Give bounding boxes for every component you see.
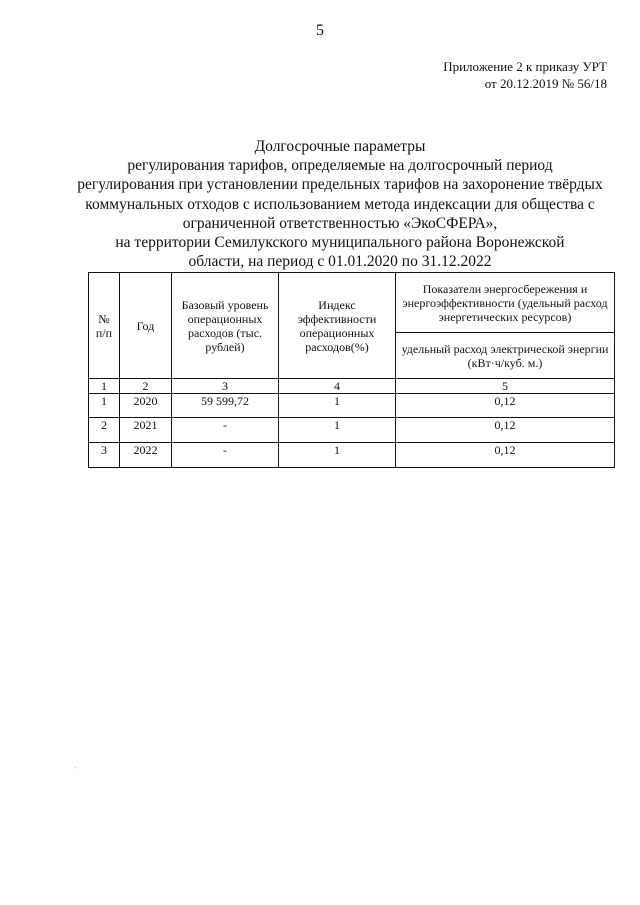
title-line: ограниченной ответственностью «ЭкоСФЕРА», — [182, 214, 498, 232]
header-num: № п/п — [89, 273, 120, 379]
column-number: 1 — [89, 379, 120, 394]
cell-energy: 0,12 — [396, 443, 615, 468]
cell-num: 3 — [89, 443, 120, 468]
stray-mark: ` — [74, 766, 77, 775]
cell-year: 2022 — [120, 443, 172, 468]
appendix-line: Приложение 2 к приказу УРТ — [443, 59, 607, 74]
header-efficiency-index: Индекс эффективности операционных расходов(%) — [279, 273, 396, 379]
parameters-table — [88, 272, 615, 468]
cell-base: - — [172, 418, 279, 443]
column-number: 3 — [172, 379, 279, 394]
column-number: 4 — [279, 379, 396, 394]
title-line: регулирования тарифов, определяемые на долгосрочный период — [127, 157, 553, 175]
cell-num: 2 — [89, 418, 120, 443]
title-line: коммунальных отходов с использованием метода индексации для общества с — [85, 195, 595, 213]
header-energy-sub: удельный расход электрической энергии (кВт·ч/куб. м.) — [396, 333, 615, 379]
header-energy-group: Показатели энергосбережения и энергоэффективности (удельный расход энергетических ресурсов) — [396, 273, 615, 333]
cell-index: 1 — [279, 418, 396, 443]
cell-base: - — [172, 443, 279, 468]
title-line: регулирования при установлении предельных тарифов на захоронение твёрдых — [77, 176, 603, 194]
column-number-row — [89, 379, 615, 394]
title-line: области, на период с 01.01.2020 по 31.12.2022 — [188, 253, 492, 271]
header-base-level: Базовый уровень операционных расходов (тыс. рублей) — [172, 273, 279, 379]
table-row — [89, 418, 615, 443]
header-year: Год — [120, 273, 172, 379]
title-line: на территории Семилукского муниципального района Воронежской — [115, 234, 565, 252]
column-number: 5 — [396, 379, 615, 394]
cell-index: 1 — [279, 443, 396, 468]
appendix-reference — [443, 58, 607, 92]
document-title — [60, 137, 620, 271]
table-row — [89, 394, 615, 418]
cell-energy: 0,12 — [396, 418, 615, 443]
appendix-order-line: от 20.12.2019 № 56/18 — [484, 76, 607, 91]
cell-year: 2020 — [120, 394, 172, 418]
cell-year: 2021 — [120, 418, 172, 443]
cell-num: 1 — [89, 394, 120, 418]
column-number: 2 — [120, 379, 172, 394]
cell-base: 59 599,72 — [172, 394, 279, 418]
page-number: 5 — [316, 22, 324, 39]
cell-index: 1 — [279, 394, 396, 418]
table-header-row — [89, 273, 615, 333]
title-line: Долгосрочные параметры — [254, 138, 426, 155]
cell-energy: 0,12 — [396, 394, 615, 418]
table-row — [89, 443, 615, 468]
